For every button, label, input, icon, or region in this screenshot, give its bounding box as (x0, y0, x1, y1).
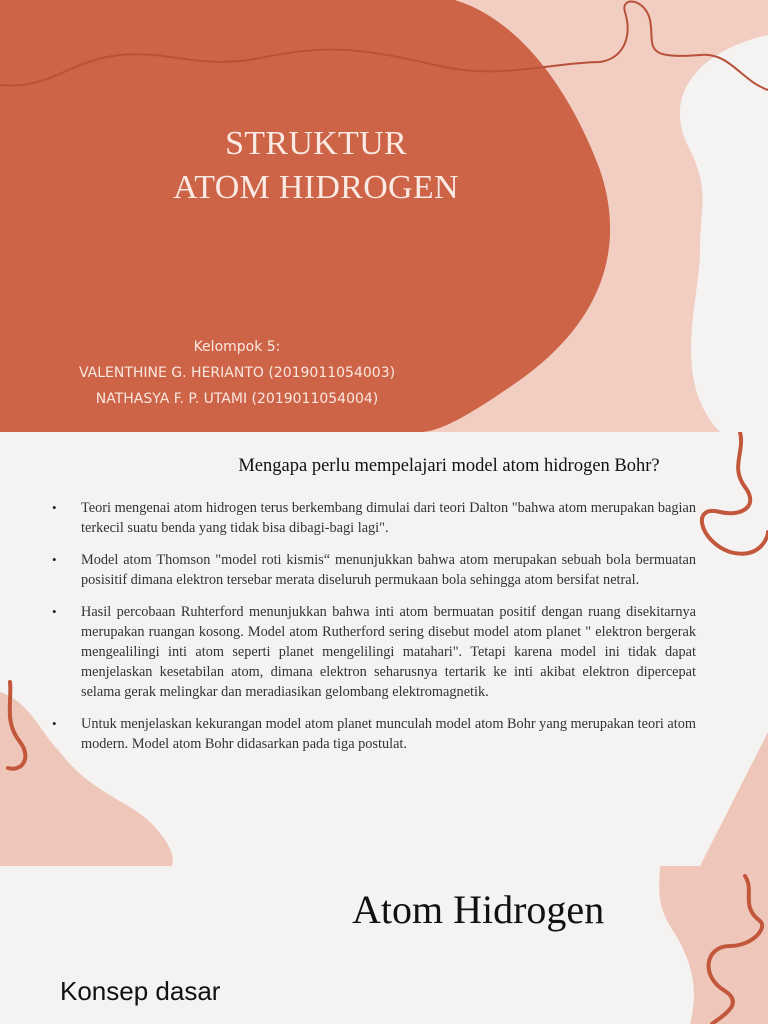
list-item-text: Untuk menjelaskan kekurangan model atom planet munculah model atom Bohr yang merupakan teori atom modern. Model atom Bohr didasarkan pada tiga postulat. (81, 716, 696, 752)
list-item (52, 550, 696, 590)
slide-subtitle: Konsep dasar (60, 976, 221, 1006)
group-label: Kelompok 5: (193, 339, 281, 355)
slide-title: Atom Hidrogen (352, 887, 605, 932)
member-2: NATHASYA F. P. UTAMI (2019011054004) (95, 391, 379, 407)
title-line-2: ATOM HIDROGEN (173, 169, 459, 206)
question-heading: Mengapa perlu mempelajari model atom hidrogen Bohr? (238, 456, 660, 476)
bullet-list (52, 498, 696, 766)
member-1: VALENTHINE G. HERIANTO (2019011054003) (78, 365, 396, 381)
section-slide (0, 866, 768, 1024)
bullet-icon: • (52, 604, 57, 619)
list-item-text: Model atom Thomson "model roti kismis“ menunjukkan bahwa atom merupakan sebuah bola bermuatan posisitif dimana elektron tersebar merata diseluruh permukaan bola sehingga atom bersifat netral. (81, 552, 696, 588)
title-line-1: STRUKTUR (225, 125, 407, 162)
bullet-icon: • (52, 716, 57, 731)
list-item-text: Teori mengenai atom hidrogen terus berkembang dimulai dari teori Dalton "bahwa atom merupakan bagian terkecil suatu benda yang tidak bisa dibagi-bagi lagi". (81, 500, 696, 536)
list-item (52, 498, 696, 538)
list-item (52, 602, 696, 702)
group-members (0, 334, 474, 412)
question-slide (0, 432, 768, 866)
list-item (52, 714, 696, 754)
slide-title (0, 122, 632, 210)
bullet-icon: • (52, 552, 57, 567)
title-slide (0, 0, 768, 432)
bullet-icon: • (52, 500, 57, 515)
list-item-text: Hasil percobaan Ruhterford menunjukkan bahwa inti atom bermuatan positif dengan ruang disekitarnya merupakan ruangan kosong. Model atom Rutherford sering disebut model atom planet " elektron bergerak mengealilingi inti atom seperti planet mengelilingi matahari". Tetapi karena model ini tidak dapat menjelaskan kesetabilan atom, dimana elektron seharusnya tertarik ke inti akibat elektron dipercepat selama gerak melingkar dan meradiasikan gelombang elektromagnetik. (81, 604, 696, 700)
